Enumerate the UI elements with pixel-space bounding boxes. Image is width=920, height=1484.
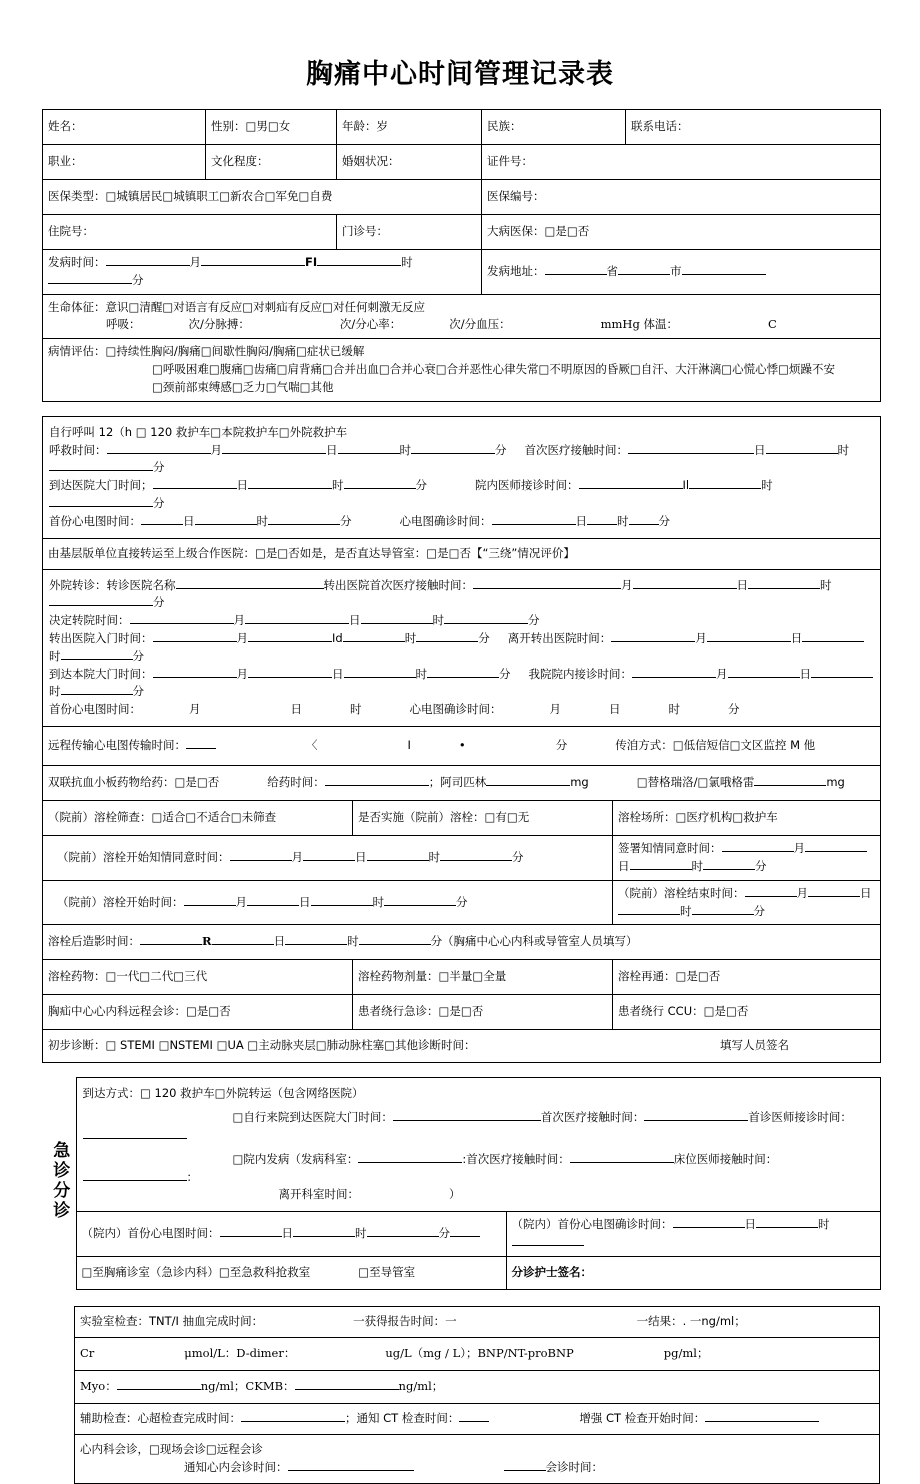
referral-first-ecg-line: 首份心电图时间： 月 日 时 心电图确诊时间： 月 日 时 分 xyxy=(49,702,740,717)
table-row xyxy=(43,538,881,569)
city-label: 市 xyxy=(670,263,682,278)
province-label: 省 xyxy=(606,263,618,278)
remote-ecg-mark-1: 〈 xyxy=(306,738,318,753)
angio-note: 分（胸痛中心心内科或导管室人员填写） xyxy=(430,934,638,949)
table-row xyxy=(75,1434,880,1483)
id-number-cell[interactable]: 证件号： xyxy=(482,145,881,180)
consciousness-line: 生命体征：意识□清醒□对语言有反应□对刺疝有反应□对任何刺激无反应 xyxy=(48,299,425,314)
cath-lab-option[interactable]: □至导管室 xyxy=(358,1264,416,1279)
thrombolysis-start-cell[interactable]: （院前）溶栓开始时间： 月 日 时 分 xyxy=(43,880,613,925)
table-row xyxy=(43,145,881,180)
thrombolysis-consent-sign-cell[interactable]: 签署知情同意时间： 月日 时 分 xyxy=(613,836,881,881)
table-row xyxy=(43,110,881,145)
table-row xyxy=(75,1370,880,1403)
name-cell[interactable]: 姓名： xyxy=(43,110,206,145)
thrombolysis-screening-cell[interactable]: （院前）溶栓筛查：□适合□不适合□未筛查 xyxy=(43,801,353,836)
vital-signs-cell[interactable] xyxy=(43,294,881,339)
pulse-label: 次/分脉搏： xyxy=(188,317,250,332)
onset-time-cell[interactable] xyxy=(43,250,482,295)
inpatient-number-cell[interactable]: 住院号： xyxy=(43,215,337,250)
patient-info-table xyxy=(42,109,881,402)
consult-time-line: 通知心内会诊时间： 会诊时间： xyxy=(184,1459,603,1474)
referral-block-cell[interactable] xyxy=(43,569,881,727)
bypass-emergency-cell[interactable]: 患者绕行急诊：□是□否 xyxy=(353,995,613,1030)
triage-self-arrival-line: □自行来院到达医院大门时间： 首次医疗接触时间： 首诊医师接诊时间： xyxy=(83,1109,874,1145)
referral-ecg-confirm-label: 心电图确诊时间： xyxy=(409,702,502,717)
table-row xyxy=(43,960,881,995)
table-row xyxy=(43,1030,881,1063)
angio-day-ocr: R xyxy=(202,934,212,949)
assessment-line-1: 病情评估：□持续性胸闷/胸痛□间歇性胸闷/胸痛□症状已缓解 xyxy=(48,344,365,359)
major-illness-insurance-cell[interactable]: 大病医保：□是□否 xyxy=(482,215,881,250)
table-row xyxy=(43,569,881,727)
vital-measurements-line xyxy=(48,316,875,334)
thrombolysis-consent-start-cell[interactable]: （院前）溶栓开始知情同意时间： 月 日 时 分 xyxy=(43,836,613,881)
remote-ecg-mark-3: • xyxy=(458,738,466,753)
fmc-label: 首次医疗接触时间： xyxy=(524,442,628,457)
referral-hospital-line: 外院转诊：转诊医院名称 转出医院首次医疗接触时间： 月 日 时分 xyxy=(49,577,832,610)
temperature-unit: C xyxy=(767,317,777,332)
marital-cell[interactable]: 婚姻状况： xyxy=(337,145,482,180)
respiration-label: 呼吸： xyxy=(106,317,141,332)
assessment-line-3: □颈前部束缚感□乏力□气喘□其他 xyxy=(152,379,334,394)
first-ecg-time-line: 首份心电图时间： 日 时 分 心电图确诊时间： 日 时 分 xyxy=(49,513,670,528)
emergency-triage-table xyxy=(42,1077,881,1290)
transfer-fmc-label: 转出医院首次医疗接触时间： xyxy=(323,577,473,592)
table-row xyxy=(43,801,881,836)
temperature-label: mmHg 体温： xyxy=(600,317,678,332)
thrombolysis-drug-cell[interactable]: 溶栓药物：□一代□二代□三代 xyxy=(43,960,353,995)
prehospital-block-cell[interactable] xyxy=(43,416,881,538)
thrombolysis-recanalization-cell[interactable]: 溶栓再通：□是□否 xyxy=(613,960,881,995)
outpatient-number-cell[interactable]: 门诊号： xyxy=(337,215,482,250)
antiplatelet-cell[interactable]: 双联抗血小板药物给药：□是□否 给药时间： ；阿司匹林 mg □替格瑞洛/□氯哦格雷 mg xyxy=(43,766,881,801)
transfer-decision-line: 决定转院时间： 月 日 时 分 xyxy=(49,613,540,628)
ticagrelor-clopidogrel-label: □替格瑞洛/□氯哦格雷 xyxy=(636,775,755,790)
inhospital-ecg-confirm-cell[interactable]: （院内）首份心电图确诊时间： 日 时 xyxy=(506,1212,880,1257)
ethnicity-cell[interactable]: 民族： xyxy=(482,110,626,145)
onset-time-label: 发病时间： xyxy=(48,255,106,269)
triage-inhospital-onset-line: □院内发病（发病科室： :首次医疗接触时间： 床位医师接触时间：： xyxy=(83,1151,874,1187)
table-row xyxy=(43,416,881,538)
onset-hour: 时 xyxy=(401,255,413,269)
triage-arrival-cell[interactable] xyxy=(76,1078,880,1212)
occupation-cell[interactable]: 职业： xyxy=(43,145,206,180)
in-hospital-doctor-label: 院内医师接诊时间： xyxy=(475,478,579,493)
laboratory-table xyxy=(74,1306,880,1484)
table-row xyxy=(43,880,881,925)
assessment-line-2: □呼吸困难□腹痛□齿痛□肩背痛□合并出血□合并心衰□合并恶性心律失常□不明原因的昏厥□自汗、大汗淋漓□心慌心悸□烦躁不安 xyxy=(152,362,836,377)
table-row xyxy=(43,294,881,339)
onset-month: 月 xyxy=(189,255,201,269)
triage-arrival-mode-line: 到达方式：□ 120 救护车□外院转运（包含网络医院） xyxy=(82,1086,364,1101)
remote-ecg-mark-2: I xyxy=(407,738,411,753)
consult-type-line: 心内科会诊，□现场会诊□远程会诊 xyxy=(80,1442,263,1456)
gender-cell[interactable]: 性别：□男□女 xyxy=(206,110,337,145)
ecg-confirm-label: 心电图确诊时间： xyxy=(399,513,492,528)
onset-day: FI xyxy=(305,255,318,269)
insurance-type-cell[interactable]: 医保类型：□城镇居民□城镇职工□新农合□军免□自费 xyxy=(43,180,482,215)
prehospital-table xyxy=(42,416,881,1064)
thrombolysis-location-cell[interactable]: 溶栓场所：□医疗机构□救护车 xyxy=(613,801,881,836)
onset-address-cell[interactable] xyxy=(482,250,881,295)
heart-rate-label: 次/分心率： xyxy=(339,317,402,332)
table-row xyxy=(42,1078,880,1212)
blood-pressure-label: 次/分血压： xyxy=(449,317,511,332)
thrombolysis-end-cell[interactable]: （院前）溶栓结束时间： 月 日时 分 xyxy=(613,880,881,925)
lab-cr-ddimer-bnp-cell[interactable]: Cr μmol/L：D-dimer： ug/L（mg / L）；BNP/NT-proBNP pg/ml； xyxy=(75,1337,880,1370)
table-row xyxy=(43,995,881,1030)
table-row xyxy=(43,766,881,801)
table-row xyxy=(43,180,881,215)
post-thrombolysis-angiography-cell[interactable]: 溶栓后造影时间： R 日 时 分（胸痛中心心内科或导管室人员填写） xyxy=(43,925,881,960)
age-cell[interactable]: 年龄：岁 xyxy=(337,110,482,145)
cardiology-consultation-cell[interactable] xyxy=(75,1434,880,1483)
transfer-door-in-line: 转出医院入门时间： 月 Id 时 分 离开转出医院时间： 月 日时 分 xyxy=(49,630,874,666)
thrombolysis-dose-cell[interactable]: 溶栓药物剂量：□半量□全量 xyxy=(353,960,613,995)
dose-time-label: 给药时间： xyxy=(267,775,325,790)
leave-transfer-label: 离开转出医院时间： xyxy=(507,631,612,645)
triage-destinations-label: □至胸痛诊室（急诊内科）□至急救科抢救室 xyxy=(81,1264,311,1279)
aspirin-label: 阿司匹林 xyxy=(440,775,487,790)
lab-tnt-row-cell[interactable]: 实验室检查：TNT/I 抽血完成时间： 一获得报告时间：一 一结果：. 一ng/ml； xyxy=(75,1306,880,1337)
filler-signature-label[interactable]: 填写人员签名 xyxy=(720,1038,789,1053)
lab-myo-ckmb-cell[interactable]: Myo： ng/ml；CKMB： ng/ml； xyxy=(75,1370,880,1403)
initial-diagnosis-label: 初步诊断：□ STEMI □NSTEMI □UA □主动脉夹层□肺动脉柱塞□其他诊断时间： xyxy=(48,1038,476,1053)
inhospital-first-ecg-cell[interactable]: （院内）首份心电图时间： 日 时 分 xyxy=(76,1212,506,1257)
triage-leave-dept-line: 离开科室时间： ） xyxy=(278,1187,461,1202)
table-row xyxy=(43,836,881,881)
table-row xyxy=(75,1403,880,1434)
table-row xyxy=(43,925,881,960)
table-row xyxy=(43,250,881,295)
bypass-ccu-cell[interactable]: 患者绕行 CCU：□是□否 xyxy=(613,995,881,1030)
remote-consultation-cell[interactable]: 胸疝中心心内科远程会诊：□是□否 xyxy=(43,995,353,1030)
table-row xyxy=(43,339,881,401)
arrive-our-hospital-line: 到达本院大门时间： 月 日 时 分 我院院内接诊时间： 月 日时 分 xyxy=(49,666,874,702)
triage-destination-cell[interactable] xyxy=(76,1256,506,1289)
arrival-mode-line: 自行呼叫 12（h □ 120 救护车□本院救护车□外院救护车 xyxy=(49,424,348,439)
hospital-door-time-line: 到达医院大门时间； 日 时 分 院内医师接诊时间： Il 时分 xyxy=(49,478,773,510)
onset-address-label: 发病地址： xyxy=(487,263,545,278)
table-row xyxy=(43,215,881,250)
auxiliary-exam-cell[interactable]: 辅助检查：心超检查完成时间： ；通知 CT 检查时间： 增强 CT 检查开始时间： xyxy=(75,1403,880,1434)
phone-cell[interactable]: 联系电话： xyxy=(626,110,881,145)
page-title: 胸痛中心时间管理记录表 xyxy=(306,59,614,90)
triage-vertical-label-cell xyxy=(42,1078,76,1290)
table-row xyxy=(42,1212,880,1257)
table-row xyxy=(75,1306,880,1337)
table-row xyxy=(42,1256,880,1289)
education-cell[interactable]: 文化程度： xyxy=(206,145,337,180)
condition-assessment-cell[interactable] xyxy=(43,339,881,401)
insurance-number-cell[interactable]: 医保编号： xyxy=(482,180,881,215)
onset-minute: 分 xyxy=(132,272,144,287)
table-row xyxy=(75,1337,880,1370)
direct-transfer-cell[interactable]: 由基层版单位直接转运至上级合作医院：□是□否如是，是否直达导管室：□是□否【“三绕”情况评价】 xyxy=(43,538,881,569)
our-reception-label: 我院院内接诊时间： xyxy=(528,666,632,681)
initial-diagnosis-cell[interactable] xyxy=(43,1030,881,1063)
thrombolysis-performed-cell[interactable]: 是否实施（院前）溶栓：□有□无 xyxy=(353,801,613,836)
call-time-line: 呼救时间： 月 日 时 分 首次医疗接触时间： 日 时分 xyxy=(49,442,849,475)
triage-nurse-signature-cell[interactable]: 分诊护士签名： xyxy=(506,1256,880,1289)
remote-ecg-cell[interactable]: 远程传输心电图传输时间： 〈 I • 分 传洎方式：□低信短信□文区监控 M 他 xyxy=(43,727,881,766)
table-row xyxy=(43,727,881,766)
triage-section-label: 急诊分诊 xyxy=(49,1140,70,1221)
transmission-method-label: 传洎方式：□低信短信□文区监控 M 他 xyxy=(615,738,816,753)
